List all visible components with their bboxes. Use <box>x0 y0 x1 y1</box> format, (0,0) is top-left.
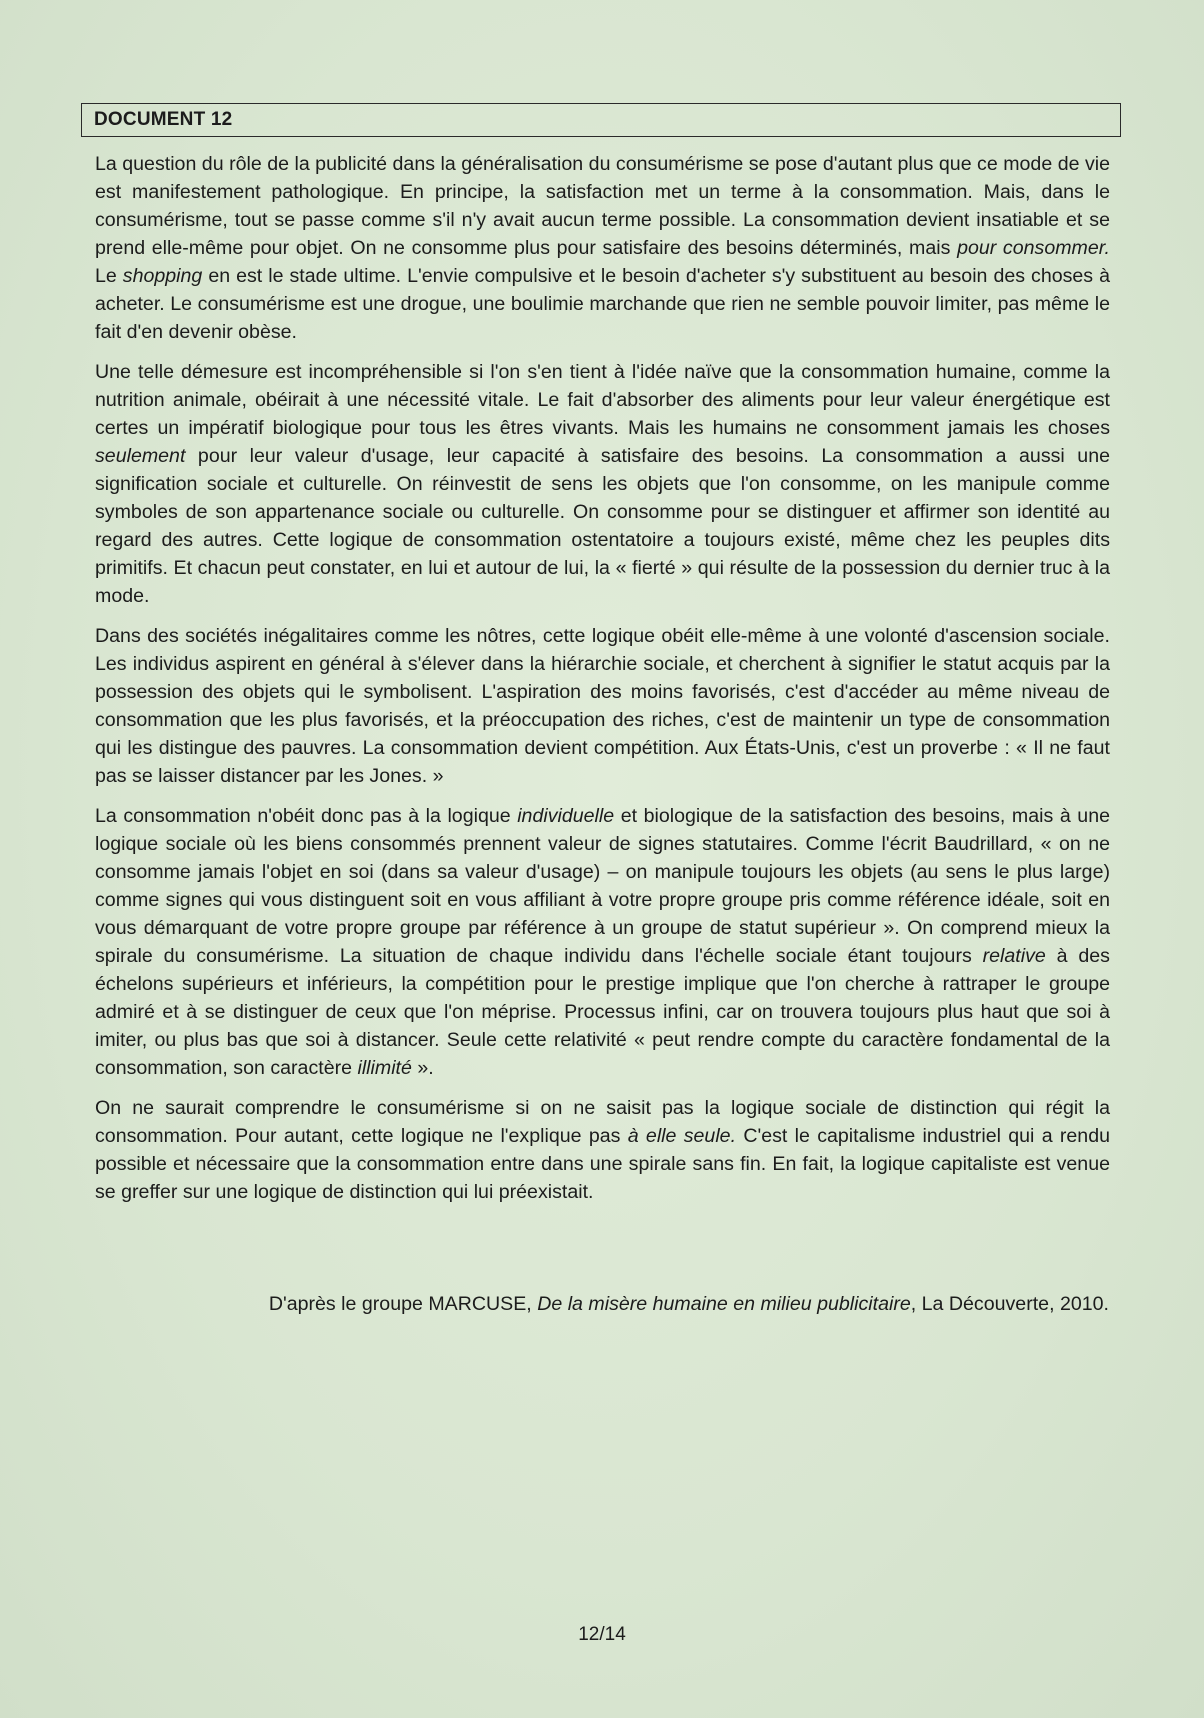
source-title: De la misère humaine en milieu publicitaire <box>537 1293 911 1315</box>
italic-segment: illimité <box>357 1057 412 1079</box>
paragraph-2 <box>95 358 1110 610</box>
italic-segment: shopping <box>122 265 203 287</box>
source-suffix: , La Découverte, 2010. <box>910 1293 1109 1315</box>
paragraph-1 <box>95 150 1110 346</box>
source-citation <box>269 1290 1109 1318</box>
italic-segment: relative <box>982 945 1046 967</box>
text-segment: Dans des sociétés inégalitaires comme les nôtres, cette logique obéit elle-même à une volonté d'ascension sociale. Les individus aspirent en général à s'élever dans la hiérarchie sociale, et cherchent à signifier le statut acquis par la possession des objets qui le symbolisent. L'aspiration des moins favorisés, c'est d'accéder au même niveau de consommation que les plus favorisés, et la préoccupation des riches, c'est de maintenir un type de consommation qui les distingue des pauvres. La consommation devient compétition. Aux États-Unis, c'est un proverbe : « Il ne faut pas se laisser distancer par les Jones. » <box>95 625 1110 787</box>
italic-segment: pour consommer. <box>957 237 1110 259</box>
italic-segment: individuelle <box>517 805 615 827</box>
text-segment: On ne saurait comprendre le consumérisme si on ne saisit pas la logique sociale de distinction qui régit la consommation. Pour autant, cette logique ne l'explique pas <box>95 1097 1110 1147</box>
text-segment: Le <box>95 265 123 287</box>
document-title: DOCUMENT 12 <box>94 109 233 130</box>
text-segment: et biologique de la satisfaction des besoins, mais à une logique sociale où les biens consommés prennent valeur de signes statutaires. Comme l'écrit Baudrillard, « on ne consomme jamais l'objet en soi (dans sa valeur d'usage) – on manipule toujours les objets (au sens le plus large) comme signes qui vous distinguent soit en vous affiliant à votre propre groupe pris comme référence idéale, soit en vous démarquant de votre propre groupe par référence à un groupe de statut supérieur ». On comprend mieux la spirale du consumérisme. La situation de chaque individu dans l'échelle sociale étant toujours <box>95 805 1110 967</box>
italic-segment: à elle seule. <box>627 1125 737 1147</box>
text-segment: ». <box>411 1057 434 1079</box>
italic-segment: seulement <box>95 445 186 467</box>
text-segment: pour leur valeur d'usage, leur capacité à satisfaire des besoins. La consommation a aussi une signification sociale et culturelle. On réinvestit de sens les objets que l'on consomme, on les manipule comme symboles de son appartenance sociale ou culturelle. On consomme pour se distinguer et affirmer son identité au regard des autres. Cette logique de consommation ostentatoire a toujours existé, même chez les peuples dits primitifs. Et chacun peut constater, en lui et autour de lui, la « fierté » qui résulte de la possession du dernier truc à la mode. <box>95 445 1110 607</box>
source-prefix: D'après le groupe MARCUSE, <box>268 1293 538 1315</box>
text-segment: Une telle démesure est incompréhensible si l'on s'en tient à l'idée naïve que la consommation humaine, comme la nutrition animale, obéirait à une nécessité vitale. Le fait d'absorber des aliments pour leur valeur énergétique est certes un impératif biologique pour tous les êtres vivants. Mais les humains ne consomment jamais les choses <box>95 361 1110 439</box>
document-body <box>95 150 1110 1218</box>
paragraph-5 <box>95 1094 1110 1206</box>
paragraph-3 <box>95 622 1110 790</box>
paragraph-4 <box>95 802 1110 1082</box>
text-segment: C'est le capitalisme industriel qui a rendu possible et nécessaire que la consommation entre dans une spirale sans fin. En fait, la logique capitaliste est venue se greffer sur une logique de distinction qui lui préexistait. <box>95 1125 1111 1203</box>
text-segment: La question du rôle de la publicité dans la généralisation du consumérisme se pose d'autant plus que ce mode de vie est manifestement pathologique. En principe, la satisfaction met un terme à la consommation. Mais, dans le consumérisme, tout se passe comme s'il n'y avait aucun terme possible. La consommation devient insatiable et se prend elle-même pour objet. On ne consomme plus pour satisfaire des besoins déterminés, mais <box>95 153 1110 259</box>
text-segment: La consommation n'obéit donc pas à la logique <box>95 805 518 827</box>
page-number: 12/14 <box>578 1624 626 1645</box>
document-title-box <box>81 103 1121 137</box>
text-segment: en est le stade ultime. L'envie compulsive et le besoin d'acheter s'y substituent au besoin des choses à acheter. Le consumérisme est une drogue, une boulimie marchande que rien ne semble pouvoir limiter, pas même le fait d'en devenir obèse. <box>95 265 1110 343</box>
text-segment: à des échelons supérieurs et inférieurs, la compétition pour le prestige implique que l'on cherche à rattraper le groupe admiré et à se distinguer de ceux que l'on méprise. Processus infini, car on trouvera toujours plus haut que soi à imiter, ou plus bas que soi à distancer. Seule cette relativité « peut rendre compte du caractère fondamental de la consommation, son caractère <box>95 945 1110 1079</box>
